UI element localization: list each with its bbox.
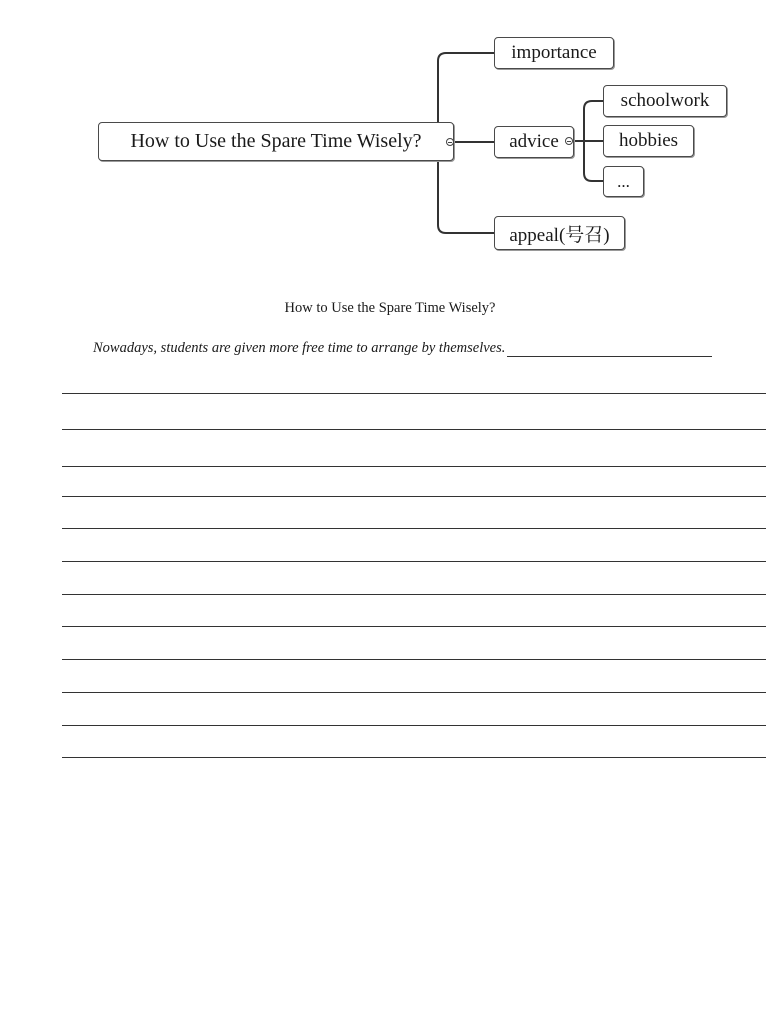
writing-line[interactable] bbox=[62, 466, 766, 467]
central-topic-node bbox=[98, 122, 454, 161]
writing-blank[interactable] bbox=[507, 342, 712, 357]
writing-line[interactable] bbox=[62, 626, 766, 627]
branch-advice-label: advice bbox=[509, 131, 559, 152]
subbranch-hobbies-node bbox=[603, 125, 694, 157]
writing-line[interactable] bbox=[62, 594, 766, 595]
branch-appeal-node bbox=[494, 216, 625, 250]
subbranch-more-label: ... bbox=[617, 171, 630, 191]
branch-importance-label: importance bbox=[511, 42, 597, 63]
subbranch-schoolwork-label: schoolwork bbox=[620, 90, 710, 111]
writing-line[interactable] bbox=[62, 393, 766, 394]
branch-importance-node bbox=[494, 37, 614, 69]
essay-intro-row bbox=[93, 340, 712, 357]
subbranch-more-node bbox=[603, 166, 644, 197]
writing-line[interactable] bbox=[62, 561, 766, 562]
writing-line[interactable] bbox=[62, 659, 766, 660]
collapse-toggle-icon[interactable] bbox=[446, 138, 454, 146]
writing-line[interactable] bbox=[62, 757, 766, 758]
writing-line[interactable] bbox=[62, 429, 766, 430]
central-topic-label: How to Use the Spare Time Wisely? bbox=[130, 130, 422, 152]
essay-title: How to Use the Spare Time Wisely? bbox=[284, 300, 496, 316]
writing-line[interactable] bbox=[62, 692, 766, 693]
essay-intro-sentence: Nowadays, students are given more free time to arrange by themselves. bbox=[93, 340, 506, 356]
writing-line[interactable] bbox=[62, 496, 766, 497]
branch-appeal-label: appeal(号召) bbox=[509, 224, 610, 246]
collapse-toggle-icon[interactable] bbox=[565, 137, 573, 145]
writing-line[interactable] bbox=[62, 725, 766, 726]
branch-advice-node bbox=[494, 126, 574, 158]
subbranch-hobbies-label: hobbies bbox=[618, 130, 679, 151]
writing-line[interactable] bbox=[62, 528, 766, 529]
subbranch-schoolwork-node bbox=[603, 85, 727, 117]
